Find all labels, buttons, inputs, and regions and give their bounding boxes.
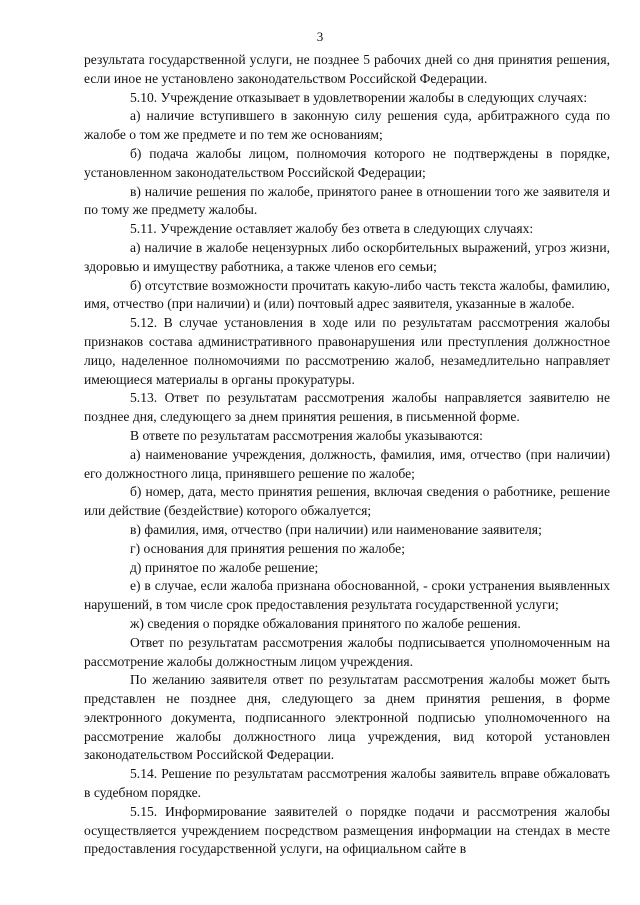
paragraph: В ответе по результатам рассмотрения жалобы указываются: [130,427,483,443]
paragraph: б) номер, дата, место принятия решения, включая сведения о работнике, решение или действие (бездействие) которого обжалуется; [84,484,610,519]
paragraph: б) подача жалобы лицом, полномочия которого не подтверждены в порядке, установленном законодательством Российской Федерации; [84,145,610,180]
paragraph: 5.10. Учреждение отказывает в удовлетворении жалобы в следующих случаях: [130,89,588,105]
paragraph: результата государственной услуги, не позднее 5 рабочих дней со дня принятия решения, если иное не установлено законодательством Российской Федерации. [84,52,610,86]
paragraph: 5.13. Ответ по результатам рассмотрения жалобы направляется заявителю не позднее дня, следующего за днем принятия решения, в письменной форме. [84,390,610,425]
paragraph: 5.11. Учреждение оставляет жалобу без ответа в следующих случаях: [130,221,534,237]
paragraph: По желанию заявителя ответ по результатам рассмотрения жалобы может быть представлен не позднее дня, следующего за днем принятия решения, в форме электронного документа, подписанного электронной подписью уполномоченного на рассмотрение жалобы должностного лица учреждения, вид которой установлен законодательством Российской Федерации. [84,672,610,763]
paragraph: е) в случае, если жалоба признана обоснованной, - сроки устранения выявленных нарушений, в том числе срок предоставления результата государственной услуги; [84,578,610,613]
paragraph: б) отсутствие возможности прочитать какую-либо часть текста жалобы, фамилию, имя, отчество (при наличии) и (или) почтовый адрес заявителя, указанные в жалобе. [84,277,610,312]
paragraph: ж) сведения о порядке обжалования принятого по жалобе решения. [130,615,521,631]
paragraph: а) наличие вступившего в законную силу решения суда, арбитражного суда по жалобе о том же предмете и по тем же основаниям; [84,108,610,143]
paragraph: Ответ по результатам рассмотрения жалобы подписывается уполномоченным на рассмотрение жалобы должностным лицом учреждения. [84,634,610,669]
paragraph: в) фамилия, имя, отчество (при наличии) или наименование заявителя; [130,521,542,537]
paragraph: в) наличие решения по жалобе, принятого ранее в отношении того же заявителя и по тому же предмету жалобы. [84,183,610,218]
paragraph: а) наличие в жалобе нецензурных либо оскорбительных выражений, угроз жизни, здоровью и имуществу работника, а также членов его семьи; [84,239,610,274]
paragraph: а) наименование учреждения, должность, фамилия, имя, отчество (при наличии) его должностного лица, принявшего решение по жалобе; [84,446,610,481]
paragraph: 5.15. Информирование заявителей о порядке подачи и рассмотрения жалобы осуществляется учреждением посредством размещения информации на стендах в месте предоставления государственной услуги, на официальном сайте в [84,803,610,857]
document-body [84,51,610,859]
page-number: 3 [316,29,324,44]
paragraph: д) принятое по жалобе решение; [130,559,319,575]
paragraph: 5.14. Решение по результатам рассмотрения жалобы заявитель вправе обжаловать в судебном порядке. [84,766,610,801]
paragraph: 5.12. В случае установления в ходе или по результатам рассмотрения жалобы признаков состава административного правонарушения или преступления должностное лицо, наделенное полномочиями по рассмотрению жалоб, незамедлительно направляет имеющиеся материалы в органы прокуратуры. [84,315,610,387]
paragraph: г) основания для принятия решения по жалобе; [130,540,405,556]
